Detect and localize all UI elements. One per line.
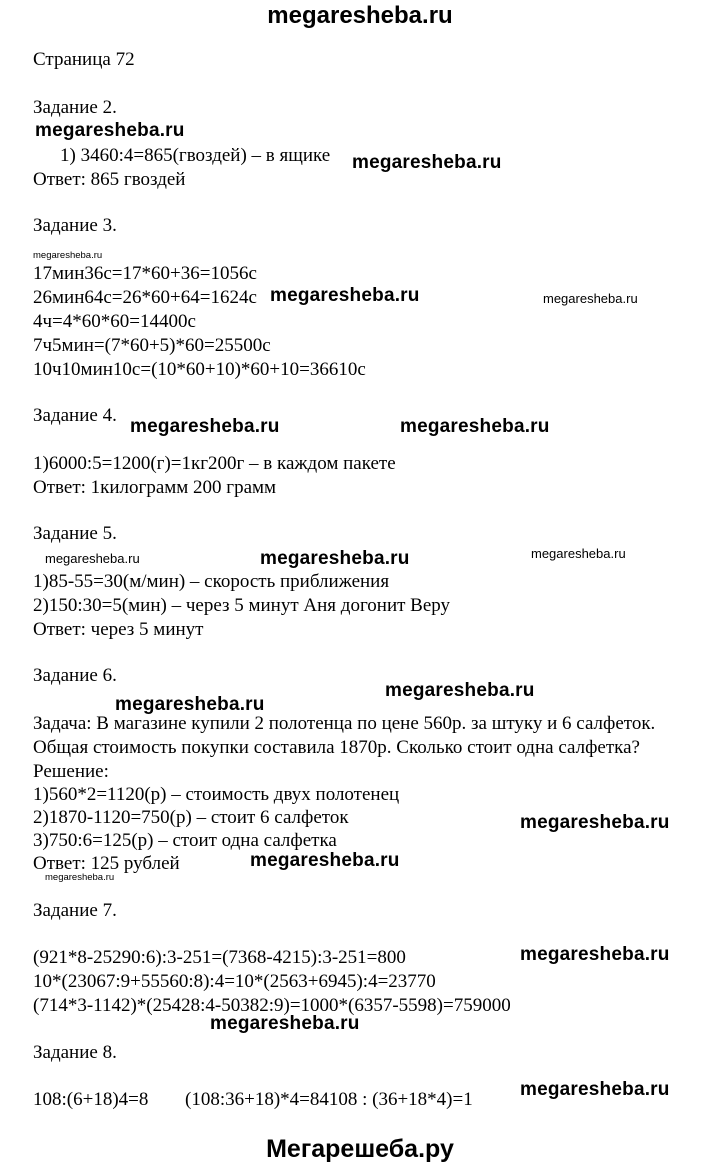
- watermark: megaresheba.ru: [352, 152, 502, 173]
- task-3-line: 10ч10мин10с=(10*60+10)*60+10=36610с: [33, 359, 366, 380]
- task-2-answer: Ответ: 865 гвоздей: [33, 169, 186, 190]
- footer-site-title: Мегарешеба.ру: [266, 1135, 454, 1163]
- watermark: megaresheba.ru: [543, 291, 638, 306]
- task-7-title: Задание 7.: [33, 900, 117, 921]
- watermark: megaresheba.ru: [33, 250, 103, 261]
- task-7-line: (714*3-1142)*(25428:4-50382:9)=1000*(6357-5598)=759000: [33, 995, 511, 1016]
- watermark: megaresheba.ru: [520, 944, 670, 965]
- task-6-line: Задача: В магазине купили 2 полотенца по цене 560р. за штуку и 6 салфеток.: [33, 713, 656, 734]
- task-2-title: Задание 2.: [33, 97, 117, 118]
- watermark: megaresheba.ru: [270, 285, 420, 306]
- task-6-title: Задание 6.: [33, 665, 117, 686]
- task-3-line: 17мин36с=17*60+36=1056с: [33, 263, 257, 284]
- watermark: megaresheba.ru: [250, 850, 400, 871]
- task-4-answer: Ответ: 1килограмм 200 грамм: [33, 477, 277, 498]
- task-5-answer: Ответ: через 5 минут: [33, 619, 204, 640]
- task-5-line: 2)150:30=5(мин) – через 5 минут Аня догонит Веру: [33, 595, 451, 616]
- task-4-title: Задание 4.: [33, 405, 117, 426]
- task-6-line: 1)560*2=1120(р) – стоимость двух полотенец: [33, 784, 400, 805]
- watermark: megaresheba.ru: [520, 812, 670, 833]
- page-label: Страница 72: [33, 49, 135, 70]
- task-2-line: 1) 3460:4=865(гвоздей) – в ящике: [60, 145, 331, 166]
- task-6-answer: Ответ: 125 рублей: [33, 853, 180, 874]
- watermark: megaresheba.ru: [531, 546, 626, 561]
- watermark: megaresheba.ru: [115, 694, 265, 715]
- watermark: megaresheba.ru: [520, 1079, 670, 1100]
- watermark: megaresheba.ru: [45, 551, 140, 566]
- header-site-title: megaresheba.ru: [267, 2, 453, 29]
- task-8-title: Задание 8.: [33, 1042, 117, 1063]
- task-3-line: 4ч=4*60*60=14400с: [33, 311, 196, 332]
- watermark: megaresheba.ru: [385, 680, 535, 701]
- watermark: megaresheba.ru: [130, 416, 280, 437]
- task-4-line: 1)6000:5=1200(г)=1кг200г – в каждом пакете: [33, 453, 396, 474]
- task-6-line: 2)1870-1120=750(р) – стоит 6 салфеток: [33, 807, 349, 828]
- watermark: megaresheba.ru: [400, 416, 550, 437]
- task-5-title: Задание 5.: [33, 523, 117, 544]
- task-5-line: 1)85-55=30(м/мин) – скорость приближения: [33, 571, 390, 592]
- task-7-line: (921*8-25290:6):3-251=(7368-4215):3-251=800: [33, 947, 406, 968]
- watermark: megaresheba.ru: [210, 1013, 360, 1034]
- task-3-line: 26мин64с=26*60+64=1624с: [33, 287, 257, 308]
- task-6-line: 3)750:6=125(р) – стоит одна салфетка: [33, 830, 337, 851]
- task-8-expression: (108:36+18)*4=84108 : (36+18*4)=1: [185, 1089, 473, 1110]
- task-6-line: Решение:: [33, 761, 109, 782]
- task-7-line: 10*(23067:9+55560:8):4=10*(2563+6945):4=23770: [33, 971, 436, 992]
- watermark: megaresheba.ru: [260, 548, 410, 569]
- task-6-line: Общая стоимость покупки составила 1870р. Сколько стоит одна салфетка?: [33, 737, 640, 758]
- task-8-expression: 108:(6+18)4=8: [33, 1089, 149, 1110]
- watermark: megaresheba.ru: [45, 872, 115, 883]
- task-3-title: Задание 3.: [33, 215, 117, 236]
- watermark: megaresheba.ru: [35, 120, 185, 141]
- task-3-line: 7ч5мин=(7*60+5)*60=25500с: [33, 335, 271, 356]
